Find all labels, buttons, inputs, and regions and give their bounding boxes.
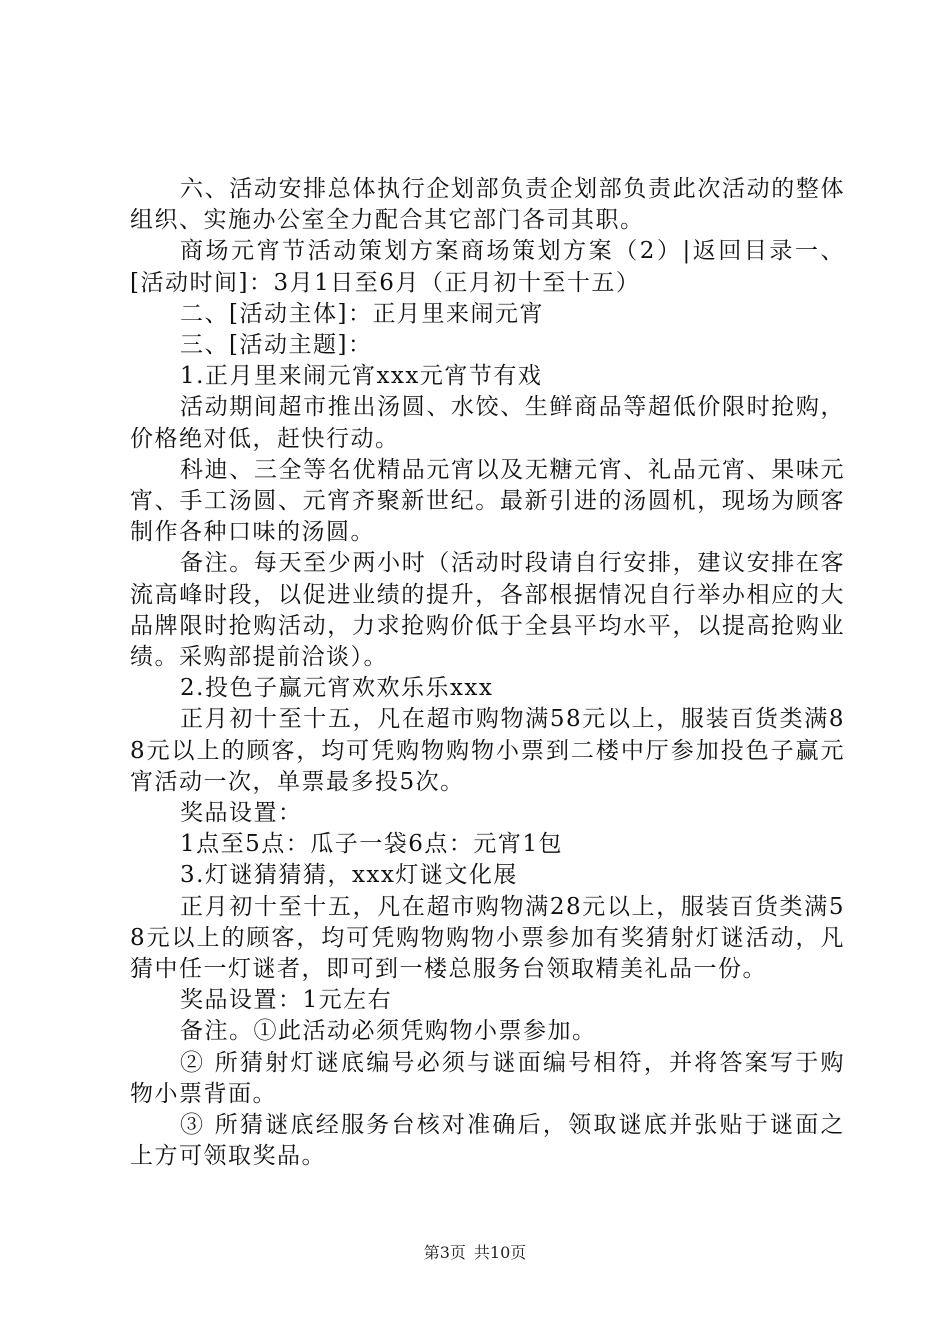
paragraph-theme-2: 2.投色子赢元宵欢欢乐乐xxx <box>180 675 494 702</box>
document-body <box>130 174 845 1173</box>
paragraph-note-1: 备注。①此活动必须凭购物小票参加。 <box>180 1018 597 1045</box>
paragraph-activity-subject: 二、[活动主体]：正月里来闹元宵 <box>180 300 544 327</box>
paragraph-activity-arrangement: 六、活动安排总体执行企划部负责企划部负责此次活动的整体组织、实施办公室全力配合其它部门各司其职。 <box>130 176 845 234</box>
page-total: 共10页 <box>473 1243 527 1262</box>
paragraph-plan-title-activity-time: 商场元宵节活动策划方案商场策划方案（2）|返回目录一、[活动时间]：3月1日至6月（正月初十至十五） <box>130 238 845 296</box>
paragraph-riddle-prize: 奖品设置：1元左右 <box>180 987 393 1014</box>
paragraph-theme-1: 1.正月里来闹元宵xxx元宵节有戏 <box>180 363 543 390</box>
paragraph-activity-theme-heading: 三、[活动主题]： <box>180 332 373 359</box>
paragraph-theme-3: 3.灯谜猜猜猜，xxx灯谜文化展 <box>180 862 518 889</box>
paragraph-riddle-rules: 正月初十至十五，凡在超市购物满28元以上，服装百货类满58元以上的顾客，均可凭购物购物小票参加有奖猜射灯谜活动，凡猜中任一灯谜者，即可到一楼总服务台领取精美礼品一份。 <box>130 893 845 983</box>
page-number: 第3页 <box>423 1243 466 1262</box>
paragraph-dice-prizes: 1点至5点：瓜子一袋6点：元宵1包 <box>180 831 564 858</box>
paragraph-note-2: ② 所猜射灯谜底编号必须与谜面编号相符，并将答案写于购物小票背面。 <box>130 1049 845 1107</box>
paragraph-prize-heading: 奖品设置： <box>180 800 303 827</box>
paragraph-note-daily-hours: 备注。每天至少两小时（活动时段请自行安排，建议安排在客流高峰时段，以促进业绩的提升，各部根据情况自行举办相应的大品牌限时抢购活动，力求抢购价低于全县平均水平，以提高抢购业绩。采购部提前洽谈）。 <box>130 550 845 671</box>
paragraph-low-price-promo: 活动期间超市推出汤圆、水饺、生鲜商品等超低价限时抢购，价格绝对低，赶快行动。 <box>130 394 845 452</box>
paragraph-dice-rules: 正月初十至十五，凡在超市购物满58元以上，服装百货类满88元以上的顾客，均可凭购物购物小票到二楼中厅参加投色子赢元宵活动一次，单票最多投5次。 <box>130 706 845 795</box>
page-footer <box>0 1243 950 1263</box>
paragraph-note-3: ③ 所猜谜底经服务台核对准确后，领取谜底并张贴于谜面之上方可领取奖品。 <box>130 1112 845 1170</box>
paragraph-brand-yuanxiao: 科迪、三全等名优精品元宵以及无糖元宵、礼品元宵、果味元宵、手工汤圆、元宵齐聚新世纪。最新引进的汤圆机，现场为顾客制作各种口味的汤圆。 <box>130 456 845 546</box>
